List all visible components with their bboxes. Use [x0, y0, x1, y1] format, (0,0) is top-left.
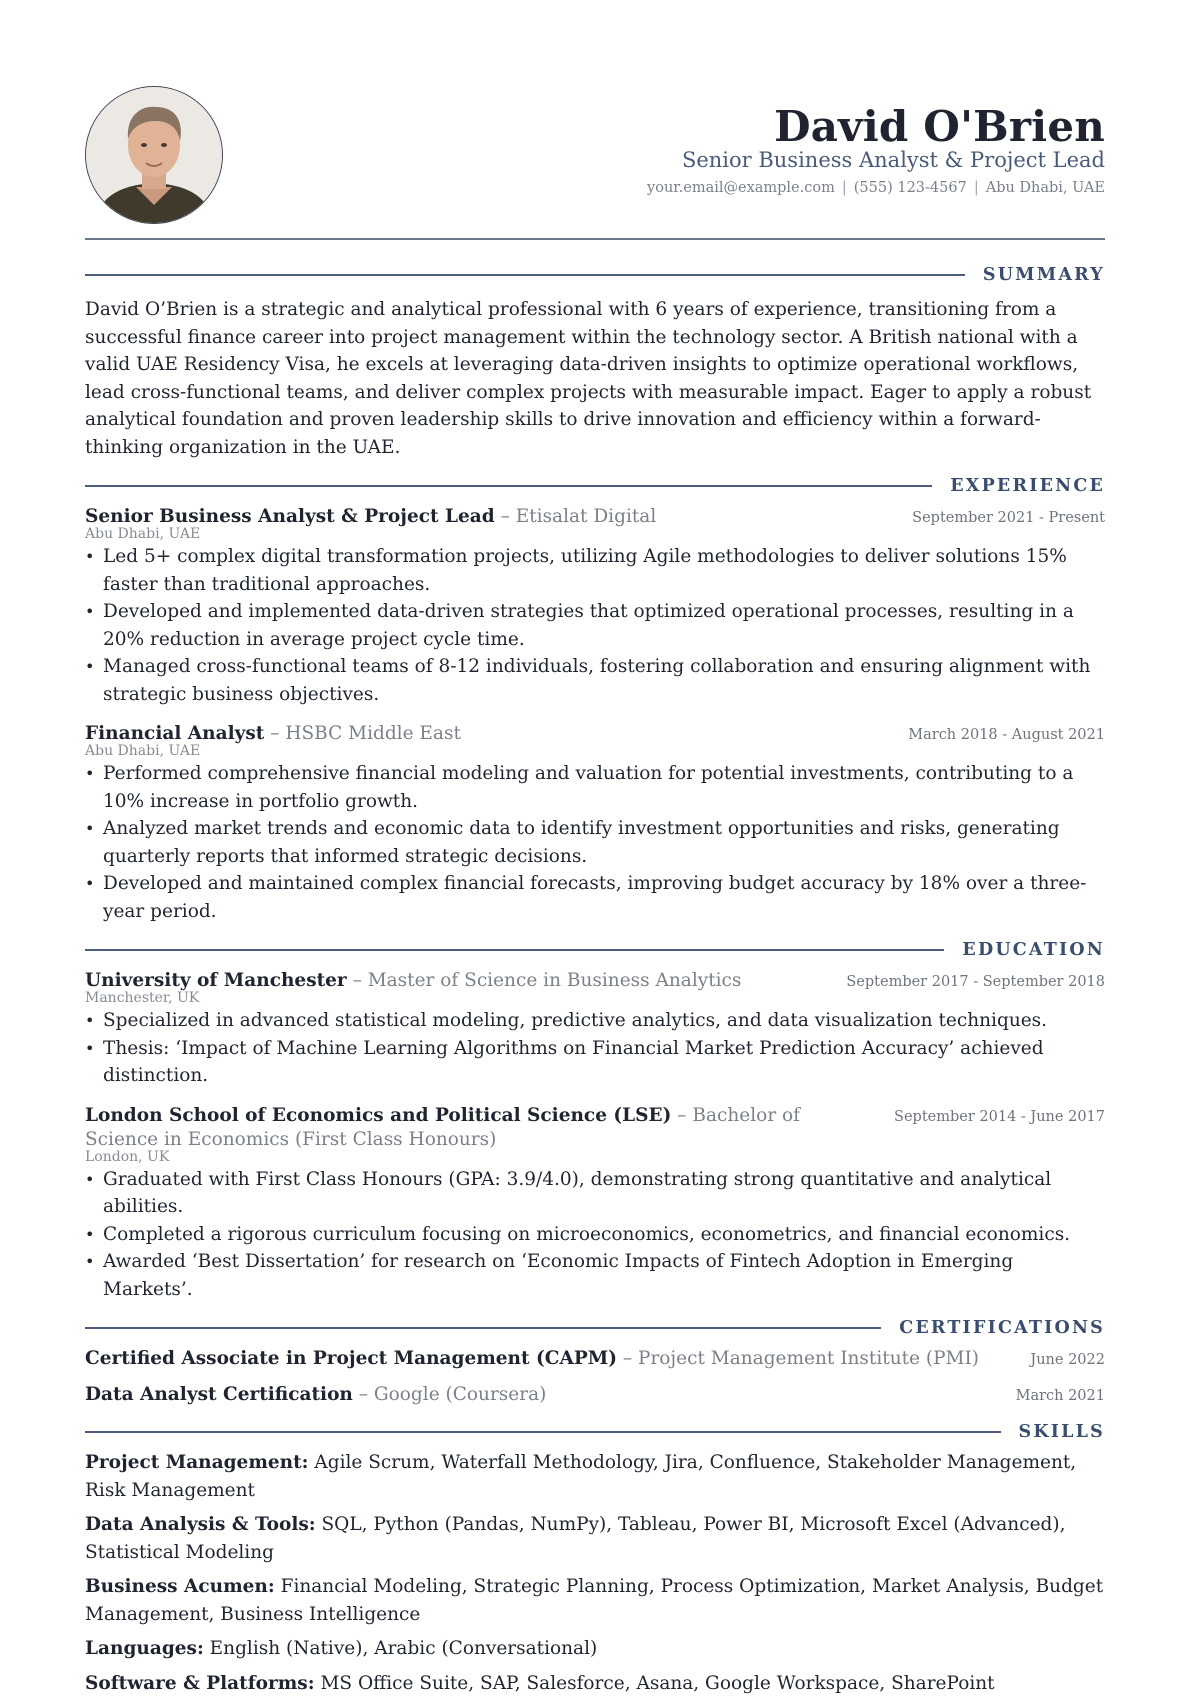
- contact-line: [647, 180, 1105, 196]
- entry-date: September 2017 - September 2018: [828, 974, 1105, 990]
- skill-row: [85, 1511, 1105, 1566]
- section-summary-heading: [85, 264, 1105, 286]
- bullet-list: [85, 543, 1105, 708]
- contact-separator: |: [967, 180, 986, 196]
- section-title: EDUCATION: [962, 940, 1105, 960]
- profile-photo: [85, 86, 223, 224]
- header-divider: [85, 238, 1105, 240]
- section-education-heading: [85, 939, 1105, 961]
- skill-row: [85, 1573, 1105, 1628]
- summary-text: David O’Brien is a strategic and analytical professional with 6 years of experience, transitioning from a successful finance career into project management within the technology sector. A British national with a valid UAE Residency Visa, he excels at leveraging data-driven insights to optimize operational workflows, lead cross-functional teams, and deliver complex projects with measurable impact. Eager to apply a robust analytical foundation and proven leadership skills to drive innovation and efficiency within a forward-thinking organization in the UAE.: [85, 296, 1105, 461]
- contact-email: your.email@example.com: [647, 180, 835, 196]
- certification-entry: [85, 1345, 1105, 1373]
- skill-value: SQL, Python (Pandas, NumPy), Tableau, Power BI, Microsoft Excel (Advanced), Statistical Modeling: [85, 1514, 1065, 1563]
- bullet-item: • Thesis: ‘Impact of Machine Learning Algorithms on Financial Market Prediction Accuracy’ achieved distinction.: [85, 1035, 1105, 1090]
- certification-title: Data Analyst Certification: [85, 1384, 353, 1405]
- bullet-item: • Developed and implemented data-driven strategies that optimized operational processes, resulting in a 20% reduction in average project cycle time.: [85, 598, 1105, 653]
- entry-location: Abu Dhabi, UAE: [85, 527, 1105, 541]
- entry-location: Abu Dhabi, UAE: [85, 744, 1105, 758]
- entry-date: June 2022: [1012, 1352, 1105, 1368]
- skill-label: Languages:: [85, 1638, 204, 1659]
- section-divider: [85, 274, 965, 276]
- certification-issuer: – Google (Coursera): [359, 1384, 547, 1405]
- education-entry: [85, 969, 1105, 1090]
- contact-separator: |: [835, 180, 854, 196]
- profile-photo-image: [86, 87, 222, 223]
- experience-entry: [85, 505, 1105, 708]
- employer: – Etisalat Digital: [501, 506, 657, 527]
- bullet-item: • Graduated with First Class Honours (GPA: 3.9/4.0), demonstrating strong quantitative and analytical abilities.: [85, 1166, 1105, 1221]
- skill-value: Financial Modeling, Strategic Planning, Process Optimization, Market Analysis, Budget Management, Business Intelligence: [85, 1576, 1103, 1625]
- job-title: Financial Analyst: [85, 723, 264, 744]
- employer: – HSBC Middle East: [270, 723, 461, 744]
- skill-value: English (Native), Arabic (Conversational): [210, 1638, 598, 1659]
- section-divider: [85, 949, 944, 951]
- bullet-list: [85, 1166, 1105, 1304]
- section-title: SUMMARY: [983, 265, 1105, 285]
- candidate-name: David O'Brien: [774, 102, 1105, 151]
- skill-label: Business Acumen:: [85, 1576, 275, 1597]
- bullet-list: [85, 1007, 1105, 1090]
- contact-phone: (555) 123-4567: [854, 180, 967, 196]
- skill-label: Project Management:: [85, 1452, 309, 1473]
- skill-value: MS Office Suite, SAP, Salesforce, Asana, Google Workspace, SharePoint: [320, 1673, 994, 1694]
- school-name: University of Manchester: [85, 970, 347, 991]
- entry-date: September 2014 - June 2017: [876, 1109, 1105, 1125]
- entry-date: March 2021: [998, 1388, 1105, 1404]
- section-title: SKILLS: [1019, 1422, 1105, 1442]
- entry-location: London, UK: [85, 1150, 1105, 1164]
- bullet-item: • Managed cross-functional teams of 8-12 individuals, fostering collaboration and ensuring alignment with strategic business objectives.: [85, 653, 1105, 708]
- bullet-item: • Analyzed market trends and economic data to identify investment opportunities and risks, generating quarterly reports that informed strategic decisions.: [85, 815, 1105, 870]
- section-divider: [85, 485, 932, 487]
- skill-label: Data Analysis & Tools:: [85, 1514, 316, 1535]
- bullet-list: [85, 760, 1105, 925]
- bullet-item: • Specialized in advanced statistical modeling, predictive analytics, and data visualization techniques.: [85, 1007, 1105, 1035]
- bullet-item: • Awarded ‘Best Dissertation’ for research on ‘Economic Impacts of Fintech Adoption in Emerging Markets’.: [85, 1248, 1105, 1303]
- education-entry: [85, 1104, 1105, 1304]
- degree: – Bachelor of Science in Economics (First Class Honours): [85, 1105, 800, 1150]
- certification-entry: [85, 1381, 1105, 1409]
- section-certifications-heading: [85, 1317, 1105, 1339]
- skill-row: [85, 1635, 1105, 1663]
- section-skills-heading: [85, 1421, 1105, 1443]
- entry-location: Manchester, UK: [85, 991, 1105, 1005]
- degree: – Master of Science in Business Analytics: [353, 970, 742, 991]
- job-title: Senior Business Analyst & Project Lead: [85, 506, 495, 527]
- entry-date: March 2018 - August 2021: [890, 727, 1105, 743]
- experience-entry: [85, 722, 1105, 925]
- contact-location: Abu Dhabi, UAE: [986, 180, 1105, 196]
- entry-date: September 2021 - Present: [894, 510, 1105, 526]
- certification-title: Certified Associate in Project Management (CAPM): [85, 1348, 617, 1369]
- skill-label: Software & Platforms:: [85, 1673, 315, 1694]
- candidate-role: Senior Business Analyst & Project Lead: [682, 148, 1105, 172]
- section-divider: [85, 1431, 1001, 1433]
- bullet-item: • Completed a rigorous curriculum focusing on microeconomics, econometrics, and financial economics.: [85, 1221, 1105, 1249]
- bullet-item: • Led 5+ complex digital transformation projects, utilizing Agile methodologies to deliver solutions 15% faster than traditional approaches.: [85, 543, 1105, 598]
- section-title: CERTIFICATIONS: [899, 1318, 1105, 1338]
- school-name: London School of Economics and Political Science (LSE): [85, 1105, 671, 1126]
- skill-row: [85, 1449, 1105, 1504]
- section-divider: [85, 1327, 881, 1329]
- skill-value: Agile Scrum, Waterfall Methodology, Jira, Confluence, Stakeholder Management, Risk Management: [85, 1452, 1076, 1501]
- bullet-item: • Developed and maintained complex financial forecasts, improving budget accuracy by 18% over a three-year period.: [85, 870, 1105, 925]
- bullet-item: • Performed comprehensive financial modeling and valuation for potential investments, contributing to a 10% increase in portfolio growth.: [85, 760, 1105, 815]
- resume-header: [85, 0, 1105, 238]
- section-experience-heading: [85, 475, 1105, 497]
- skill-row: [85, 1670, 1105, 1697]
- certification-issuer: – Project Management Institute (PMI): [623, 1348, 979, 1369]
- section-title: EXPERIENCE: [950, 476, 1105, 496]
